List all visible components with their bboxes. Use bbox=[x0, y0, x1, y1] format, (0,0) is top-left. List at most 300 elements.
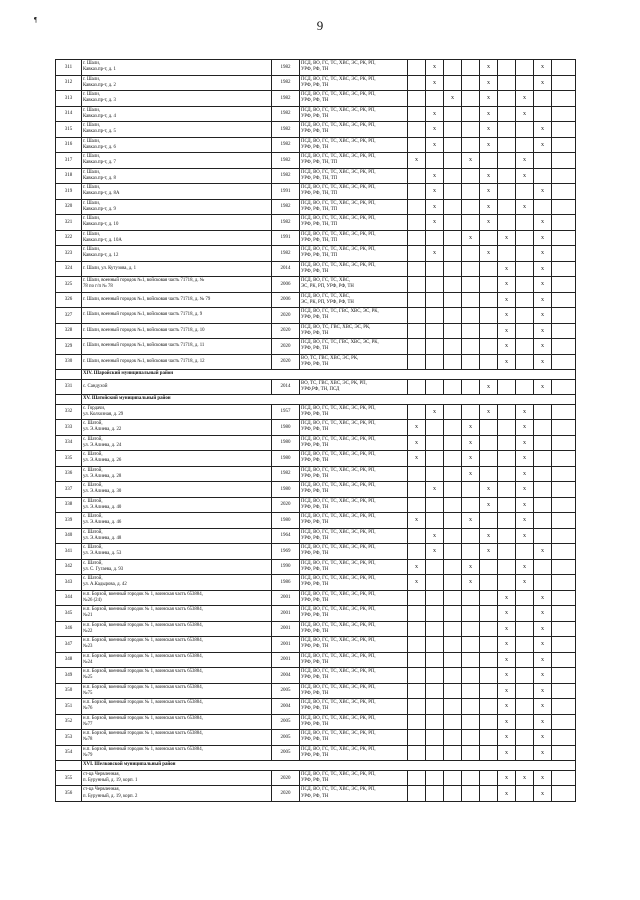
works-line: УРФ, РФ, ТН bbox=[301, 98, 329, 104]
works-line: ПСД, ВО, ТС, ГВС, ХВС, ЭС, РК, bbox=[301, 324, 371, 330]
address-line: г. Шали, военный городок №1, войсковая часть 71718, д. 11 bbox=[83, 343, 205, 349]
mark-cell bbox=[552, 106, 576, 122]
year-cell: 1982 bbox=[272, 122, 300, 138]
mark-cell: x bbox=[534, 590, 552, 606]
works-line: ПСД, ВО, ГС, ТС, ХВС, ЭС, РК, РП, bbox=[301, 591, 376, 597]
mark-cell: x bbox=[426, 199, 444, 215]
mark-cell: x bbox=[516, 106, 534, 122]
works-cell bbox=[300, 153, 408, 169]
mark-cell bbox=[480, 668, 498, 684]
address-line: н.п. Борзой, военный городок № 1, воинская часть 653884, bbox=[83, 700, 203, 706]
mark-cell bbox=[534, 482, 552, 498]
mark-cell bbox=[444, 292, 462, 308]
address-line: ул. Э.Алиева, д. 24 bbox=[83, 442, 122, 448]
address-line: №22 bbox=[83, 628, 93, 634]
year-cell: 1980 bbox=[272, 482, 300, 498]
table-row bbox=[56, 745, 576, 761]
works-cell bbox=[300, 404, 408, 420]
works-line: ПСД, ВО, ГС, ТС, ГВС, ХВС, ЭС, РК, bbox=[301, 340, 379, 346]
address-line: г. Шали, военный городок №1, войсковая часть 71718, д. 12 bbox=[83, 358, 205, 364]
mark-cell bbox=[462, 637, 480, 653]
mark-cell bbox=[552, 379, 576, 395]
mark-cell bbox=[480, 770, 498, 786]
mark-cell: x bbox=[462, 513, 480, 529]
table-row bbox=[56, 606, 576, 622]
address-line: ул. А.Кадырова, д. 42 bbox=[83, 582, 127, 588]
year-cell: 2006 bbox=[272, 292, 300, 308]
mark-cell bbox=[516, 699, 534, 715]
mark-cell bbox=[408, 379, 426, 395]
works-cell bbox=[300, 339, 408, 355]
mark-cell: x bbox=[498, 714, 516, 730]
address-line: с. Шатой, bbox=[83, 436, 103, 442]
table-row bbox=[56, 451, 576, 467]
works-cell bbox=[300, 75, 408, 91]
table-row bbox=[56, 544, 576, 560]
mark-cell bbox=[462, 339, 480, 355]
mark-cell bbox=[552, 292, 576, 308]
address-line: с. Шатой, bbox=[83, 560, 103, 566]
mark-cell bbox=[516, 606, 534, 622]
mark-cell bbox=[552, 404, 576, 420]
mark-cell: x bbox=[480, 544, 498, 560]
address-line: г. Шали, bbox=[83, 123, 100, 129]
mark-cell bbox=[426, 308, 444, 324]
works-cell bbox=[300, 730, 408, 746]
mark-cell bbox=[462, 652, 480, 668]
table-row bbox=[56, 559, 576, 575]
mark-cell: x bbox=[534, 745, 552, 761]
mark-cell bbox=[516, 683, 534, 699]
mark-cell bbox=[534, 420, 552, 436]
year-cell: 2005 bbox=[272, 714, 300, 730]
works-cell bbox=[300, 466, 408, 482]
mark-cell: x bbox=[516, 466, 534, 482]
mark-cell bbox=[462, 730, 480, 746]
mark-cell bbox=[498, 246, 516, 262]
address-cell bbox=[82, 730, 272, 746]
works-cell bbox=[300, 621, 408, 637]
row-number-cell: 316 bbox=[56, 137, 82, 153]
mark-cell bbox=[408, 730, 426, 746]
table-row bbox=[56, 199, 576, 215]
address-line: г. Шали, bbox=[83, 247, 100, 253]
address-line: г. Шали, военный городок №1, войсковая часть 71718, д. 9 bbox=[83, 312, 203, 318]
mark-cell bbox=[426, 559, 444, 575]
mark-cell bbox=[408, 323, 426, 339]
mark-cell bbox=[480, 354, 498, 370]
year-cell: 1990 bbox=[272, 559, 300, 575]
mark-cell bbox=[426, 606, 444, 622]
works-cell bbox=[300, 91, 408, 107]
works-line: УРФ, РФ, ТН bbox=[301, 752, 329, 758]
mark-cell bbox=[444, 606, 462, 622]
works-cell bbox=[300, 575, 408, 591]
mark-cell bbox=[498, 199, 516, 215]
year-cell: 2020 bbox=[272, 339, 300, 355]
table-row bbox=[56, 637, 576, 653]
table-row bbox=[56, 497, 576, 513]
address-line: Кавказ.пр-т, д. 9 bbox=[83, 206, 116, 212]
mark-cell bbox=[534, 106, 552, 122]
mark-cell bbox=[462, 590, 480, 606]
works-line: ПСД, ВО, ГС, ТС, ХВС, ЭС, РК, РП, bbox=[301, 92, 376, 98]
mark-cell: x bbox=[534, 683, 552, 699]
mark-cell bbox=[534, 575, 552, 591]
table-row bbox=[56, 575, 576, 591]
mark-cell bbox=[552, 786, 576, 802]
mark-cell: x bbox=[408, 420, 426, 436]
mark-cell bbox=[408, 699, 426, 715]
row-number-cell: 323 bbox=[56, 246, 82, 262]
table-row bbox=[56, 513, 576, 529]
works-line: УРФ, РФ, ТН, ТП bbox=[301, 160, 338, 166]
mark-cell bbox=[462, 60, 480, 76]
mark-cell bbox=[462, 106, 480, 122]
address-cell bbox=[82, 482, 272, 498]
mark-cell bbox=[552, 699, 576, 715]
address-line: г. Шали, bbox=[83, 216, 100, 222]
address-line: №75 bbox=[83, 690, 93, 696]
mark-cell: x bbox=[498, 683, 516, 699]
mark-cell bbox=[498, 122, 516, 138]
row-number-cell: 346 bbox=[56, 621, 82, 637]
table-row bbox=[56, 261, 576, 277]
works-line: ПСД, ВО, ГС, ТС, ХВС, ЭС, РК, РП, bbox=[301, 138, 376, 144]
mark-cell bbox=[516, 354, 534, 370]
mark-cell bbox=[444, 528, 462, 544]
mark-cell bbox=[480, 714, 498, 730]
buildings-table bbox=[55, 59, 576, 802]
mark-cell bbox=[444, 215, 462, 231]
mark-cell bbox=[552, 354, 576, 370]
mark-cell: x bbox=[498, 786, 516, 802]
mark-cell bbox=[534, 404, 552, 420]
mark-cell bbox=[480, 308, 498, 324]
table-row bbox=[56, 122, 576, 138]
works-cell bbox=[300, 770, 408, 786]
works-line: УРФ, РФ, ТН bbox=[301, 411, 329, 417]
mark-cell bbox=[516, 122, 534, 138]
works-cell bbox=[300, 435, 408, 451]
mark-cell: x bbox=[498, 770, 516, 786]
mark-cell bbox=[480, 699, 498, 715]
works-cell bbox=[300, 215, 408, 231]
row-number-cell: 356 bbox=[56, 786, 82, 802]
mark-cell bbox=[444, 323, 462, 339]
mark-cell bbox=[552, 637, 576, 653]
mark-cell: x bbox=[534, 60, 552, 76]
address-line: н.п. Борзой, военный городок № 1, воинская часть 653884, bbox=[83, 607, 203, 613]
mark-cell bbox=[408, 246, 426, 262]
mark-cell bbox=[480, 292, 498, 308]
address-line: Кавказ.пр-т, д. 1 bbox=[83, 67, 116, 73]
mark-cell bbox=[480, 559, 498, 575]
works-cell bbox=[300, 230, 408, 246]
works-line: УРФ, РФ, ТН bbox=[301, 346, 329, 352]
mark-cell bbox=[552, 559, 576, 575]
works-line: ПСД, ВО, ГС, ТС, ХВС, ЭС, РК, РП, bbox=[301, 421, 376, 427]
mark-cell bbox=[444, 544, 462, 560]
mark-cell bbox=[462, 745, 480, 761]
row-number-cell: 351 bbox=[56, 699, 82, 715]
address-line: г. Шали, военный городок №1, войсковая часть 71718, д. № 79 bbox=[83, 296, 211, 302]
works-line: ПСД, ВО, ГС, ТС, ХВС, ЭС, РК, РП, bbox=[301, 514, 376, 520]
mark-cell bbox=[462, 261, 480, 277]
mark-cell bbox=[408, 230, 426, 246]
table-row bbox=[56, 277, 576, 293]
address-cell bbox=[82, 745, 272, 761]
address-line: ул. Э.Алиева, д. 46 bbox=[83, 520, 122, 526]
table-row bbox=[56, 246, 576, 262]
address-cell bbox=[82, 606, 272, 622]
address-cell bbox=[82, 292, 272, 308]
mark-cell bbox=[426, 575, 444, 591]
address-line: Кавказ.пр-т, д. 12 bbox=[83, 253, 119, 259]
mark-cell: x bbox=[480, 122, 498, 138]
mark-cell bbox=[480, 745, 498, 761]
mark-cell: x bbox=[426, 60, 444, 76]
works-line: ПСД, ВО, ГС, ТС, ХВС, ЭС, РК, РП, bbox=[301, 607, 376, 613]
mark-cell bbox=[552, 575, 576, 591]
mark-cell bbox=[516, 339, 534, 355]
works-line: УРФ, РФ, ТН bbox=[301, 675, 329, 681]
section-title: XV. Шатойский муниципальный район bbox=[82, 395, 576, 405]
address-cell bbox=[82, 683, 272, 699]
mark-cell: x bbox=[534, 339, 552, 355]
mark-cell bbox=[516, 323, 534, 339]
works-cell bbox=[300, 652, 408, 668]
mark-cell bbox=[552, 544, 576, 560]
mark-cell bbox=[408, 75, 426, 91]
mark-cell bbox=[516, 246, 534, 262]
table-row bbox=[56, 590, 576, 606]
address-line: №25 bbox=[83, 675, 93, 681]
mark-cell bbox=[552, 75, 576, 91]
year-cell: 2020 bbox=[272, 354, 300, 370]
mark-cell bbox=[408, 621, 426, 637]
mark-cell: x bbox=[426, 106, 444, 122]
address-cell bbox=[82, 513, 272, 529]
mark-cell: x bbox=[426, 544, 444, 560]
mark-cell bbox=[444, 590, 462, 606]
mark-cell: x bbox=[516, 435, 534, 451]
mark-cell bbox=[480, 590, 498, 606]
address-line: г. Шали, bbox=[83, 92, 100, 98]
mark-cell bbox=[552, 215, 576, 231]
address-cell bbox=[82, 637, 272, 653]
mark-cell: x bbox=[534, 122, 552, 138]
mark-cell bbox=[444, 482, 462, 498]
table-row bbox=[56, 137, 576, 153]
mark-cell: x bbox=[426, 122, 444, 138]
address-line: Кавказ.пр-т, д. 10А bbox=[83, 237, 122, 243]
mark-cell: x bbox=[534, 215, 552, 231]
works-line: ПСД, ВО, ГС, ТС, ХВС, ЭС, РК, РП, bbox=[301, 231, 376, 237]
mark-cell: x bbox=[516, 199, 534, 215]
year-cell: 1982 bbox=[272, 215, 300, 231]
table-row bbox=[56, 420, 576, 436]
address-line: н.п. Борзой, военный городок № 1, воинская часть 653884, bbox=[83, 684, 203, 690]
works-line: УРФ, РФ, ТН bbox=[301, 268, 329, 274]
works-cell bbox=[300, 379, 408, 395]
mark-cell bbox=[552, 466, 576, 482]
address-line: №26 (24) bbox=[83, 597, 102, 603]
mark-cell: x bbox=[534, 246, 552, 262]
mark-cell bbox=[552, 652, 576, 668]
section-row bbox=[56, 761, 576, 771]
table-row bbox=[56, 770, 576, 786]
mark-cell bbox=[534, 528, 552, 544]
address-line: с. Шатой, bbox=[83, 467, 103, 473]
works-cell bbox=[300, 786, 408, 802]
mark-cell: x bbox=[426, 137, 444, 153]
mark-cell bbox=[444, 420, 462, 436]
address-line: ул. Э.Алиева, д. 28 bbox=[83, 473, 122, 479]
address-line: Кавказ.пр-т, д. 5 bbox=[83, 129, 116, 135]
mark-cell bbox=[408, 745, 426, 761]
mark-cell bbox=[444, 277, 462, 293]
works-line: УРФ, РФ, ТН bbox=[301, 67, 329, 73]
address-cell bbox=[82, 60, 272, 76]
works-line: ПСД, ВО, ГС, ТС, ХВС, ЭС, РК, РП, bbox=[301, 731, 376, 737]
row-number-cell: 347 bbox=[56, 637, 82, 653]
mark-cell: x bbox=[516, 497, 534, 513]
address-line: с. Шатой, bbox=[83, 421, 103, 427]
row-number-cell: 318 bbox=[56, 168, 82, 184]
works-line: ПСД, ВО, ГС, ТС, ХВС, ЭС, РК, РП, bbox=[301, 169, 376, 175]
mark-cell: x bbox=[426, 75, 444, 91]
works-line: УРФ, РФ, ТН bbox=[301, 129, 329, 135]
address-line: ул. С. Гугаева, д. 93 bbox=[83, 566, 124, 572]
mark-cell: x bbox=[534, 770, 552, 786]
year-cell: 1964 bbox=[272, 528, 300, 544]
address-cell bbox=[82, 246, 272, 262]
row-number-cell: 328 bbox=[56, 323, 82, 339]
row-number-cell: 355 bbox=[56, 770, 82, 786]
address-line: г. Шали, bbox=[83, 169, 100, 175]
year-cell: 2001 bbox=[272, 590, 300, 606]
row-number-cell: 332 bbox=[56, 404, 82, 420]
mark-cell bbox=[552, 122, 576, 138]
address-line: Кавказ.пр-т, д. 6 bbox=[83, 144, 116, 150]
mark-cell bbox=[408, 497, 426, 513]
mark-cell: x bbox=[534, 606, 552, 622]
row-number-cell: 321 bbox=[56, 215, 82, 231]
address-cell bbox=[82, 786, 272, 802]
row-number-cell: 338 bbox=[56, 497, 82, 513]
year-cell: 2004 bbox=[272, 668, 300, 684]
table-row bbox=[56, 482, 576, 498]
works-cell bbox=[300, 292, 408, 308]
works-line: УРФ, РФ, ТН bbox=[301, 489, 329, 495]
row-number-cell: 354 bbox=[56, 745, 82, 761]
works-line: ПСД, ВО, ГС, ТС, ХВС, ЭС, РК, РП, bbox=[301, 771, 376, 777]
table-row bbox=[56, 466, 576, 482]
mark-cell bbox=[444, 466, 462, 482]
address-line: г. Шали, военный городок №1, войсковая часть 71718, д. 10 bbox=[83, 327, 205, 333]
works-cell bbox=[300, 354, 408, 370]
mark-cell bbox=[408, 168, 426, 184]
mark-cell bbox=[462, 606, 480, 622]
mark-cell bbox=[498, 420, 516, 436]
mark-cell: x bbox=[516, 153, 534, 169]
mark-cell: x bbox=[498, 699, 516, 715]
works-line: УРФ, РФ, ТН bbox=[301, 551, 329, 557]
works-line: УРФ, РФ, ТН bbox=[301, 628, 329, 634]
address-cell bbox=[82, 590, 272, 606]
works-cell bbox=[300, 513, 408, 529]
mark-cell bbox=[444, 308, 462, 324]
mark-cell bbox=[462, 770, 480, 786]
row-number-cell: 340 bbox=[56, 528, 82, 544]
mark-cell bbox=[462, 308, 480, 324]
mark-cell: x bbox=[534, 230, 552, 246]
address-line: г. Шали, военный городок №1, войсковая часть 71718, д. № bbox=[83, 278, 205, 284]
mark-cell bbox=[552, 606, 576, 622]
mark-cell bbox=[444, 451, 462, 467]
works-line: УРФ, РФ, ТН bbox=[301, 644, 329, 650]
address-line: 78 по г/п № 78 bbox=[83, 284, 113, 290]
mark-cell: x bbox=[534, 308, 552, 324]
works-line: УРФ, РФ, ТН, ТП bbox=[301, 237, 338, 243]
mark-cell bbox=[426, 730, 444, 746]
address-line: п. Бурунный, д. 19, корп. 2 bbox=[83, 793, 138, 799]
mark-cell: x bbox=[480, 215, 498, 231]
table-row bbox=[56, 106, 576, 122]
address-line: с. Шатой, bbox=[83, 545, 103, 551]
mark-cell bbox=[534, 466, 552, 482]
address-line: №24 bbox=[83, 659, 93, 665]
mark-cell bbox=[552, 184, 576, 200]
address-cell bbox=[82, 199, 272, 215]
mark-cell bbox=[444, 621, 462, 637]
mark-cell bbox=[552, 153, 576, 169]
mark-cell: x bbox=[426, 246, 444, 262]
works-line: УРФ, РФ, ТН bbox=[301, 597, 329, 603]
mark-cell bbox=[516, 621, 534, 637]
works-line: УРФ, РФ, ТН bbox=[301, 793, 329, 799]
mark-cell bbox=[480, 277, 498, 293]
mark-cell: x bbox=[534, 75, 552, 91]
works-line: УРФ, РФ, ТН bbox=[301, 737, 329, 743]
address-line: Кавказ.пр-т, д. 3 bbox=[83, 98, 116, 104]
mark-cell: x bbox=[498, 339, 516, 355]
year-cell: 1980 bbox=[272, 451, 300, 467]
mark-cell bbox=[498, 106, 516, 122]
row-number-cell: 349 bbox=[56, 668, 82, 684]
year-cell: 2004 bbox=[272, 699, 300, 715]
mark-cell bbox=[408, 122, 426, 138]
works-cell bbox=[300, 261, 408, 277]
mark-cell: x bbox=[408, 153, 426, 169]
address-line: г. Шали, bbox=[83, 185, 100, 191]
mark-cell bbox=[552, 590, 576, 606]
mark-cell bbox=[462, 714, 480, 730]
mark-cell bbox=[462, 184, 480, 200]
mark-cell bbox=[462, 246, 480, 262]
year-cell: 2001 bbox=[272, 652, 300, 668]
year-cell: 1980 bbox=[272, 420, 300, 436]
year-cell: 2014 bbox=[272, 379, 300, 395]
year-cell: 1982 bbox=[272, 199, 300, 215]
mark-cell bbox=[444, 730, 462, 746]
table-row bbox=[56, 184, 576, 200]
table-row bbox=[56, 91, 576, 107]
mark-cell: x bbox=[426, 184, 444, 200]
mark-cell bbox=[408, 184, 426, 200]
mark-cell: x bbox=[426, 482, 444, 498]
